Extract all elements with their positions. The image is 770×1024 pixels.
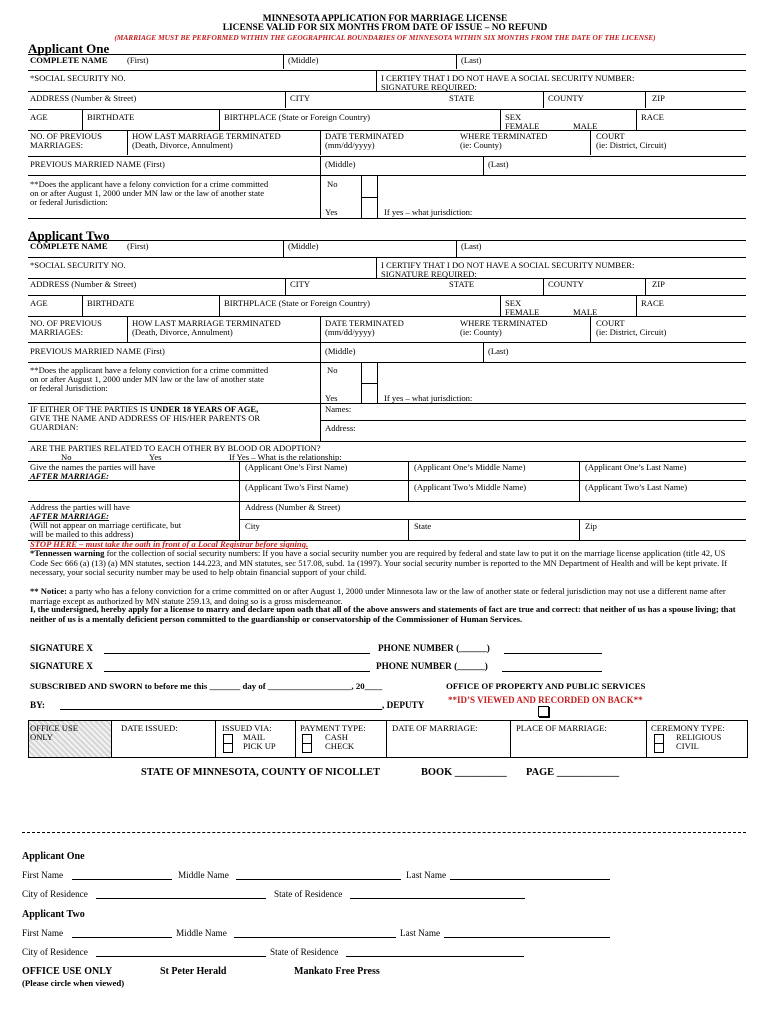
- not-appear-note-2: will be mailed to this address): [30, 529, 134, 539]
- female-label: FEMALE: [505, 307, 540, 317]
- cash-label: CASH: [325, 732, 348, 742]
- religious-label: RELIGIOUS: [676, 732, 722, 742]
- sex-label: SEX: [505, 298, 522, 308]
- complete-name-label: COMPLETE NAME: [30, 241, 108, 251]
- ids-viewed-checkbox[interactable]: [538, 706, 549, 717]
- deputy-line[interactable]: [60, 709, 382, 710]
- a1-first-after: (Applicant One’s First Name): [245, 462, 348, 472]
- place-of-marriage-label: PLACE OF MARRIAGE:: [516, 723, 607, 733]
- complete-name-label: COMPLETE NAME: [30, 55, 108, 65]
- stub-a1-last: Last Name: [406, 870, 447, 880]
- a1-middle-after: (Applicant One’s Middle Name): [414, 462, 526, 472]
- by-label: BY:: [30, 700, 45, 710]
- felony-no: No: [327, 179, 338, 189]
- sworn-statement: SUBSCRIBED AND SWORN to before me this _______ day of ___________________, 20____: [30, 681, 383, 691]
- county-label: COUNTY: [548, 93, 584, 103]
- mail-label: MAIL: [243, 732, 265, 742]
- birthdate-label: BIRTHDATE: [87, 112, 135, 122]
- signature-2-label: SIGNATURE X: [30, 661, 93, 671]
- city-label: CITY: [290, 93, 311, 103]
- birthplace-label: BIRTHPLACE (State or Foreign Country): [224, 112, 371, 122]
- license-validity: LICENSE VALID FOR SIX MONTHS FROM DATE OF ISSUE – NO REFUND: [222, 23, 548, 33]
- address-label: ADDRESS (Number & Street): [30, 93, 137, 103]
- zip-label: ZIP: [652, 279, 665, 289]
- where-terminated-label: WHERE TERMINATED: [460, 131, 548, 141]
- a2-middle-after: (Applicant Two’s Middle Name): [414, 482, 527, 492]
- sex-label: SEX: [505, 112, 522, 122]
- first-label: (First): [127, 241, 149, 251]
- signature-1-label: SIGNATURE X: [30, 643, 93, 653]
- guardian-address-label: Address:: [325, 423, 356, 433]
- stub-a2-city: City of Residence: [22, 947, 88, 957]
- payment-type-label: PAYMENT TYPE:: [300, 723, 366, 733]
- felony-yes: Yes: [325, 207, 338, 217]
- how-terminated-hint: (Death, Divorce, Annulment): [132, 140, 233, 150]
- prev-name-label: PREVIOUS MARRIED NAME (First): [30, 346, 165, 356]
- issued-via-label: ISSUED VIA:: [222, 723, 272, 733]
- signature-required: SIGNATURE REQUIRED:: [381, 82, 477, 92]
- race-label: RACE: [641, 112, 664, 122]
- addr-zip: Zip: [585, 521, 597, 531]
- stub-a1-first: First Name: [22, 870, 64, 880]
- middle-label: (Middle): [288, 55, 319, 65]
- stub-applicant-two: Applicant Two: [22, 909, 85, 920]
- a2-last-after: (Applicant Two’s Last Name): [585, 482, 688, 492]
- minor-guardian-question-2: GIVE THE NAME AND ADDRESS OF HIS/HER PARENTS OR: [30, 413, 261, 423]
- relationship-label: If Yes – What is the relationship:: [229, 452, 342, 462]
- last-label: (Last): [461, 241, 482, 251]
- date-terminated-hint: (mm/dd/yyyy): [325, 140, 375, 150]
- stub-a1-state: State of Residence: [274, 889, 343, 899]
- prev-last-label: (Last): [488, 159, 509, 169]
- office-use-only: OFFICE USE: [30, 723, 78, 733]
- signature-1-line[interactable]: [104, 653, 370, 654]
- date-of-marriage-label: DATE OF MARRIAGE:: [392, 723, 478, 733]
- stop-here-notice: STOP HERE – must take the oath in front of a Local Registrar before signing.: [30, 539, 309, 549]
- book-label: BOOK __________: [421, 767, 507, 778]
- race-label: RACE: [641, 298, 664, 308]
- prev-marriages-label: NO. OF PREVIOUS: [30, 131, 102, 141]
- state-county-label: STATE OF MINNESOTA, COUNTY OF NICOLLET: [141, 767, 381, 778]
- felony-yes: Yes: [325, 393, 338, 403]
- prev-middle-label: (Middle): [325, 346, 356, 356]
- where-terminated-hint: (ie: County): [460, 327, 502, 337]
- prev-middle-label: (Middle): [325, 159, 356, 169]
- felony-question-3: or federal Jurisdiction:: [30, 383, 108, 393]
- stub-a2-first: First Name: [22, 928, 64, 938]
- signature-2-line[interactable]: [104, 671, 370, 672]
- how-terminated-hint: (Death, Divorce, Annulment): [132, 327, 233, 337]
- addr-num-street: Address (Number & Street): [245, 502, 341, 512]
- birthdate-label: BIRTHDATE: [87, 298, 135, 308]
- court-hint: (ie: District, Circuit): [596, 327, 667, 337]
- a2-first-after: (Applicant Two’s First Name): [245, 482, 349, 492]
- circle-instruction: (Please circle when viewed): [22, 978, 125, 988]
- certify-no-ssn: I CERTIFY THAT I DO NOT HAVE A SOCIAL SECURITY NUMBER:: [381, 260, 635, 270]
- minor-guardian-question: IF EITHER OF THE PARTIES IS UNDER 18 YEARS OF AGE,: [30, 404, 259, 414]
- where-terminated-hint: (ie: County): [460, 140, 502, 150]
- prev-name-label: PREVIOUS MARRIED NAME (First): [30, 159, 165, 169]
- date-terminated-hint: (mm/dd/yyyy): [325, 327, 375, 337]
- date-terminated-label: DATE TERMINATED: [325, 318, 404, 328]
- phone-1-line[interactable]: [504, 653, 602, 654]
- how-terminated-label: HOW LAST MARRIAGE TERMINATED: [132, 318, 281, 328]
- county-label: COUNTY: [548, 279, 584, 289]
- check-label: CHECK: [325, 741, 355, 751]
- boundary-note: (MARRIAGE MUST BE PERFORMED WITHIN THE GEOGRAPHICAL BOUNDARIES OF MINNESOTA WITHIN SIX MONTHS FROM THE DATE OF THE LICENSE): [114, 33, 656, 42]
- ssn-label: *SOCIAL SECURITY NO.: [30, 73, 126, 83]
- jurisdiction-label: If yes – what jurisdiction:: [384, 393, 473, 403]
- phone-1-label: PHONE NUMBER (______): [378, 643, 490, 653]
- civil-label: CIVIL: [676, 741, 699, 751]
- addr-state: State: [414, 521, 432, 531]
- zip-label: ZIP: [652, 93, 665, 103]
- page-label: PAGE ____________: [526, 767, 620, 778]
- phone-2-label: PHONE NUMBER (______): [376, 661, 488, 671]
- address-after-label: Address the parties will have: [30, 502, 130, 512]
- addr-city: City: [245, 521, 260, 531]
- form-title: MINNESOTA APPLICATION FOR MARRIAGE LICENSE: [262, 14, 508, 24]
- last-label: (Last): [461, 55, 482, 65]
- office-property-label: OFFICE OF PROPERTY AND PUBLIC SERVICES: [446, 681, 646, 691]
- felony-question: **Does the applicant have a felony conviction for a crime committed: [30, 179, 269, 189]
- pickup-checkbox[interactable]: [223, 743, 233, 753]
- where-terminated-label: WHERE TERMINATED: [460, 318, 548, 328]
- stub-a2-last: Last Name: [400, 928, 441, 938]
- age-label: AGE: [30, 298, 48, 308]
- prev-last-label: (Last): [488, 346, 509, 356]
- ids-viewed-note: **ID’S VIEWED AND RECORDED ON BACK**: [448, 695, 643, 705]
- birthplace-label: BIRTHPLACE (State or Foreign Country): [224, 298, 371, 308]
- tear-off-line: [22, 832, 746, 833]
- male-label: MALE: [573, 307, 598, 317]
- address-label: ADDRESS (Number & Street): [30, 279, 137, 289]
- felony-notice: ** Notice: a party who has a felony conviction for a crime committed on or after August 1, 2000 under Minnesota law or the law of another state or federal jurisdiction may not use a different name after marriage except as authorized by MN statute 259.13, and doing so is a gross misdemeanor.: [30, 586, 726, 606]
- date-issued-label: DATE ISSUED:: [121, 723, 178, 733]
- felony-question-3: or federal Jurisdiction:: [30, 197, 108, 207]
- applicant-two-heading: Applicant Two: [28, 228, 110, 243]
- related-no: No: [61, 452, 72, 462]
- tennessen-warning: *Tennessen warning for the collection of social security numbers: If you have a social security number you are required by federal and state law to put it on the marriage license application (title 42, US Code Sec 666 (a) (13) (a) MN statutes, section 144.223, and MN statutes, sec 517.08, subd. 1a (1997). Your social security number is reported to the MN Department of Health and will be kept private. If necessary, your social security number may be used to help obtain financial support of your child.: [30, 548, 728, 578]
- prev-marriages-label-2: MARRIAGES:: [30, 140, 84, 150]
- newspaper-mankato[interactable]: Mankato Free Press: [294, 966, 380, 977]
- signature-required: SIGNATURE REQUIRED:: [381, 269, 477, 279]
- newspaper-st-peter[interactable]: St Peter Herald: [160, 966, 227, 977]
- related-yes: Yes: [149, 452, 162, 462]
- ssn-label: *SOCIAL SECURITY NO.: [30, 260, 126, 270]
- male-label: MALE: [573, 121, 598, 131]
- jurisdiction-label: If yes – what jurisdiction:: [384, 207, 473, 217]
- after-marriage-label: AFTER MARRIAGE:: [30, 471, 110, 481]
- court-label: COURT: [596, 318, 625, 328]
- date-terminated-label: DATE TERMINATED: [325, 131, 404, 141]
- female-label: FEMALE: [505, 121, 540, 131]
- first-label: (First): [127, 55, 149, 65]
- check-checkbox[interactable]: [302, 743, 312, 753]
- minor-guardian-question-3: GUARDIAN:: [30, 422, 79, 432]
- after-marriage-label-2: AFTER MARRIAGE:: [30, 511, 110, 521]
- phone-2-line[interactable]: [502, 671, 602, 672]
- stub-a2-state: State of Residence: [270, 947, 339, 957]
- felony-question-2: on or after August 1, 2000 under MN law or the law of another state: [30, 188, 265, 198]
- court-hint: (ie: District, Circuit): [596, 140, 667, 150]
- guardian-names-label: Names:: [325, 404, 352, 414]
- not-appear-note: (Will not appear on marriage certificate, but: [30, 520, 182, 530]
- oath-statement: I, the undersigned, hereby apply for a license to marry and declare upon oath that all of the above answers and statements of fact are true and correct: that neither of us has a spouse living; that neither of us is a mentally deficient person committed to the guardianship or conservatorship of the Commissioner of Human Services.: [30, 604, 736, 624]
- court-label: COURT: [596, 131, 625, 141]
- city-label: CITY: [290, 279, 311, 289]
- a1-last-after: (Applicant One’s Last Name): [585, 462, 687, 472]
- certify-no-ssn: I CERTIFY THAT I DO NOT HAVE A SOCIAL SECURITY NUMBER:: [381, 73, 635, 83]
- stub-office-use: OFFICE USE ONLY: [22, 966, 113, 977]
- deputy-label: , DEPUTY: [382, 700, 425, 710]
- stub-a2-middle: Middle Name: [176, 928, 227, 938]
- state-label: STATE: [449, 279, 475, 289]
- prev-marriages-label-2: MARRIAGES:: [30, 327, 84, 337]
- stub-applicant-one: Applicant One: [22, 851, 85, 862]
- felony-question: **Does the applicant have a felony conviction for a crime committed: [30, 365, 269, 375]
- applicant-one-heading: Applicant One: [28, 41, 110, 56]
- related-question: ARE THE PARTIES RELATED TO EACH OTHER BY BLOOD OR ADOPTION?: [30, 443, 321, 453]
- middle-label: (Middle): [288, 241, 319, 251]
- prev-marriages-label: NO. OF PREVIOUS: [30, 318, 102, 328]
- stub-a1-middle: Middle Name: [178, 870, 229, 880]
- stub-a1-city: City of Residence: [22, 889, 88, 899]
- civil-checkbox[interactable]: [654, 743, 664, 753]
- names-after-label: Give the names the parties will have: [30, 462, 156, 472]
- pickup-label: PICK UP: [243, 741, 276, 751]
- state-label: STATE: [449, 93, 475, 103]
- felony-question-2: on or after August 1, 2000 under MN law or the law of another state: [30, 374, 265, 384]
- ceremony-type-label: CEREMONY TYPE:: [651, 723, 725, 733]
- office-use-only-2: ONLY: [30, 732, 54, 742]
- age-label: AGE: [30, 112, 48, 122]
- how-terminated-label: HOW LAST MARRIAGE TERMINATED: [132, 131, 281, 141]
- felony-no: No: [327, 365, 338, 375]
